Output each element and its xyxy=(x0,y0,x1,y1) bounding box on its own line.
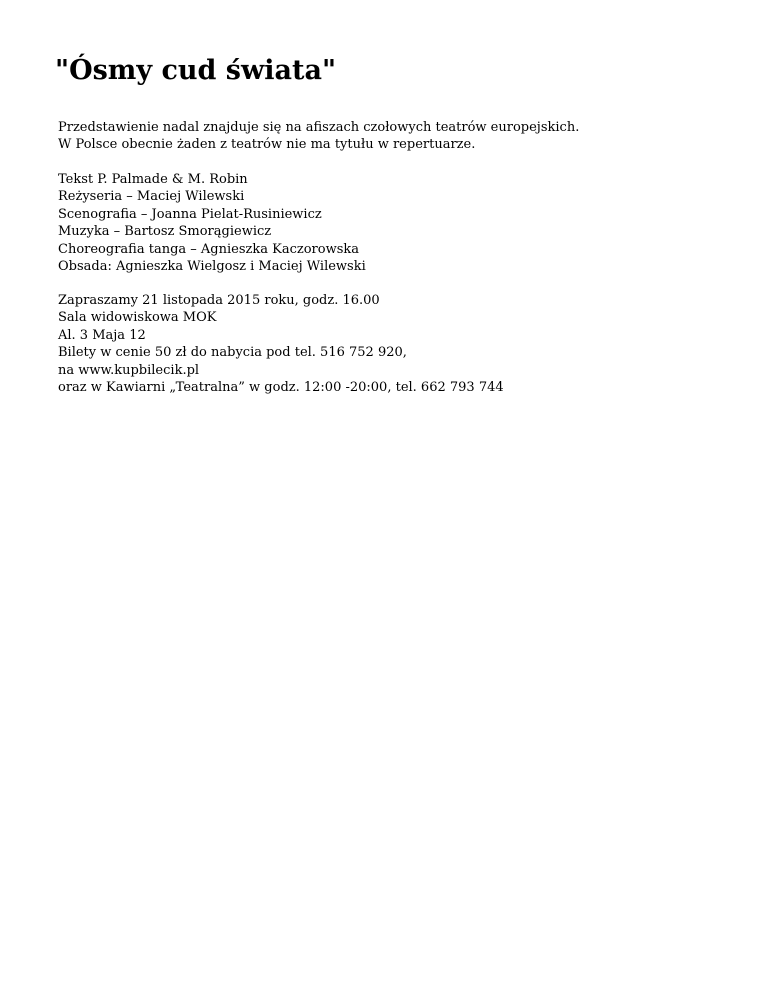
event-date-line: Zapraszamy 21 listopada 2015 roku, godz. 16.00 xyxy=(58,293,380,308)
ticket-website-line: na www.kupbilecik.pl xyxy=(58,362,200,378)
credit-line-music: Muzyka – Bartosz Smorągiewicz xyxy=(58,224,272,240)
credits-paragraph xyxy=(58,171,366,275)
event-address-line: Al. 3 Maja 12 xyxy=(58,327,146,343)
ticket-price-line: Bilety w cenie 50 zł do nabycia pod tel. 516 752 920, xyxy=(58,345,407,361)
credit-line-scenography: Scenografia – Joanna Pielat-Rusiniewicz xyxy=(58,206,322,222)
intro-paragraph xyxy=(58,119,579,154)
credit-line-choreography: Choreografia tanga – Agnieszka Kaczorowska xyxy=(58,241,360,257)
credit-line-cast: Obsada: Agnieszka Wielgosz i Maciej Wilewski xyxy=(58,259,366,275)
credit-line-direction: Reżyseria – Maciej Wilewski xyxy=(58,189,245,205)
intro-line: W Polsce obecnie żaden z teatrów nie ma tytułu w repertuarze. xyxy=(58,137,476,153)
page-title: "Ósmy cud świata" xyxy=(55,55,337,86)
event-info-paragraph xyxy=(58,292,504,396)
intro-line: Przedstawienie nadal znajduje się na afiszach czołowych teatrów europejskich. xyxy=(58,120,580,135)
ticket-cafe-line: oraz w Kawiarni „Teatralna” w godz. 12:00 -20:00, tel. 662 793 744 xyxy=(58,380,504,396)
credit-line-text: Tekst P. Palmade & M. Robin xyxy=(58,172,248,187)
event-venue-line: Sala widowiskowa MOK xyxy=(58,310,217,326)
